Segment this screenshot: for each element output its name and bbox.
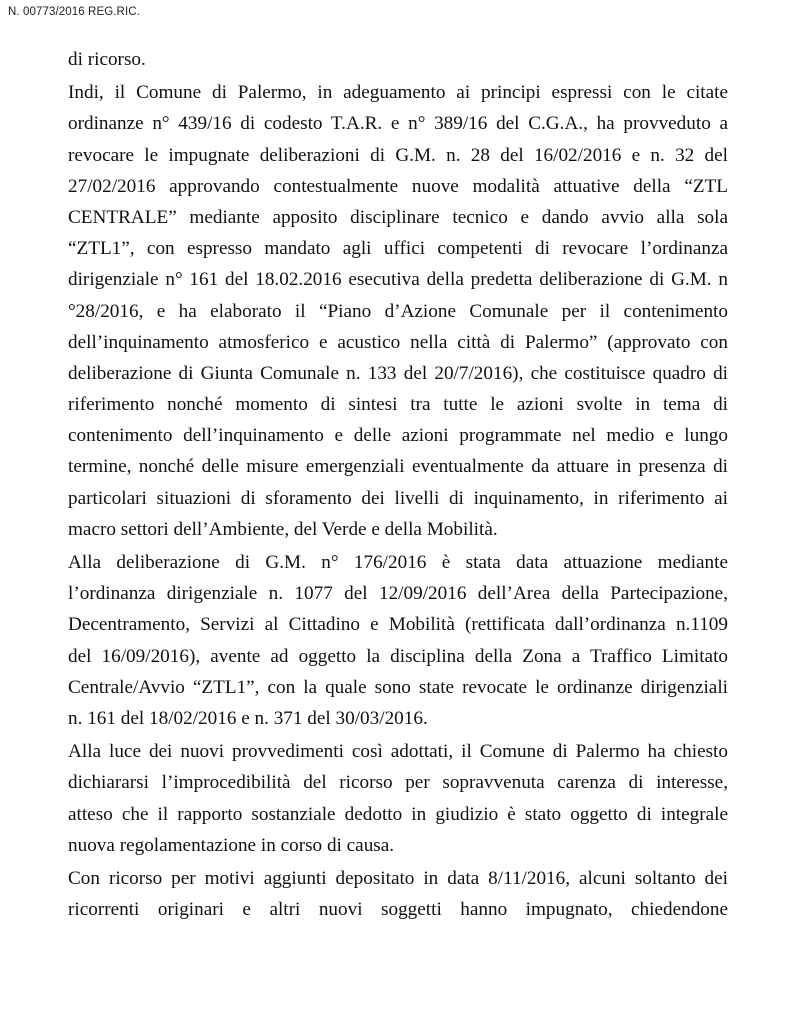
text-line: macro settori dell’Ambiente, del Verde e della Mobilità. xyxy=(68,518,498,540)
text-line: Con ricorso per motivi aggiunti depositato in data 8/11/2016, alcuni soltanto dei xyxy=(68,867,728,889)
text-line: Alla luce dei nuovi provvedimenti così adottati, il Comune di Palermo ha chiesto xyxy=(68,741,728,763)
text-line: dirigenziale n° 161 del 18.02.2016 esecutiva della predetta deliberazione di G.M. n xyxy=(68,269,728,291)
text-line: Centrale/Avvio “ZTL1”, con la quale sono state revocate le ordinanze dirigenziali xyxy=(68,676,728,698)
text-line: contenimento dell’inquinamento e delle azioni programmate nel medio e lungo xyxy=(68,425,728,447)
text-line: ordinanze n° 439/16 di codesto T.A.R. e n° 389/16 del C.G.A., ha provveduto a xyxy=(68,113,728,135)
text-line: di ricorso. xyxy=(68,49,146,70)
text-line: Alla deliberazione di G.M. n° 176/2016 è stata data attuazione mediante xyxy=(68,552,728,573)
text-line: deliberazione di Giunta Comunale n. 133 del 20/7/2016), che costituisce quadro di xyxy=(68,362,728,384)
text-line: revocare le impugnate deliberazioni di G.M. n. 28 del 16/02/2016 e n. 32 del xyxy=(68,144,728,166)
case-number-header: N. 00773/2016 REG.RIC. xyxy=(8,6,140,18)
text-line: dell’inquinamento atmosferico e acustico nella città di Palermo” (approvato con xyxy=(68,331,728,353)
text-line: 27/02/2016 approvando contestualmente nuove modalità attuative della “ZTL xyxy=(68,175,728,197)
paragraph xyxy=(68,736,728,861)
text-line: l’ordinanza dirigenziale n. 1077 del 12/09/2016 dell’Area della Partecipazione, xyxy=(68,583,728,605)
text-line: °28/2016, e ha elaborato il “Piano d’Azione Comunale per il contenimento xyxy=(68,300,728,322)
text-line: atteso che il rapporto sostanziale dedotto in giudizio è stato oggetto di integrale xyxy=(68,803,728,825)
text-line: dichiararsi l’improcedibilità del ricorso per sopravvenuta carenza di interesse, xyxy=(68,772,728,794)
text-line: CENTRALE” mediante apposito disciplinare tecnico e dando avvio alla sola xyxy=(68,206,728,228)
text-line: termine, nonché delle misure emergenziali eventualmente da attuare in presenza di xyxy=(68,456,728,478)
text-line: “ZTL1”, con espresso mandato agli uffici competenti di revocare l’ordinanza xyxy=(68,238,728,260)
paragraph xyxy=(68,547,728,734)
paragraph xyxy=(68,44,728,75)
document-body xyxy=(68,44,728,925)
text-line: Indi, il Comune di Palermo, in adeguamento ai principi espressi con le citate xyxy=(68,82,728,104)
paragraph xyxy=(68,863,728,925)
text-line: del 16/09/2016), avente ad oggetto la disciplina della Zona a Traffico Limitato xyxy=(68,645,728,667)
paragraph xyxy=(68,77,728,545)
text-line: n. 161 del 18/02/2016 e n. 371 del 30/03/2016. xyxy=(68,707,428,729)
text-line: riferimento nonché momento di sintesi tra tutte le azioni svolte in tema di xyxy=(68,394,728,416)
text-line: Decentramento, Servizi al Cittadino e Mobilità (rettificata dall’ordinanza n.1109 xyxy=(68,614,728,636)
text-line: nuova regolamentazione in corso di causa. xyxy=(68,834,395,856)
text-line: particolari situazioni di sforamento dei livelli di inquinamento, in riferimento ai xyxy=(68,487,728,509)
text-line: ricorrenti originari e altri nuovi soggetti hanno impugnato, chiedendone xyxy=(68,899,728,921)
